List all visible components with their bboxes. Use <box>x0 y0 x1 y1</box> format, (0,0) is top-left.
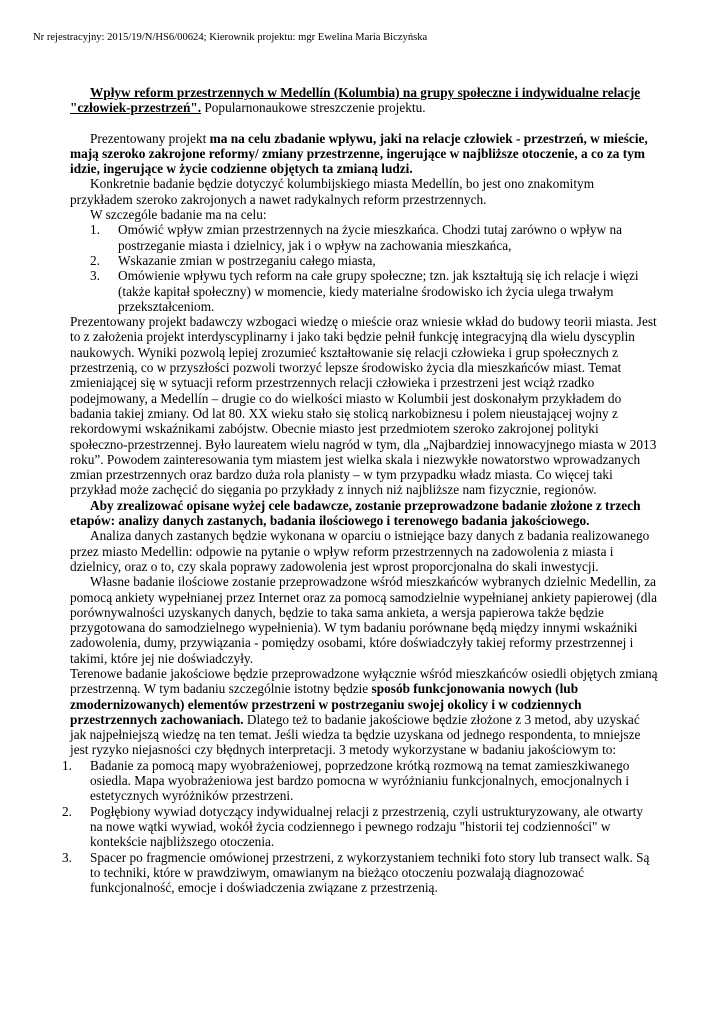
intro-bold: ma na celu zbadanie wpływu, jaki na relacje człowiek - przestrzeń, w mieście, mają szeroko zakrojone reformy/ zmiany przestrzenne, ingerujące w najbliższe otoczenie, a co za tym idzie, ingerujące w życie codzienne objętych ta zmianą ludzi. <box>70 130 648 177</box>
list-number: 3. <box>62 849 72 865</box>
qualitative-text: Terenowe badanie jakościowe będzie przeprowadzone wyłącznie wśród mieszkańców osiedli objętych zmianą przestrzenną. W tym badaniu szczególnie istotny będzie <box>70 665 658 697</box>
goals-list <box>90 222 658 314</box>
qualitative-text-end: Dlatego też to badanie jakościowe będzie złożone z 3 metod, aby uzyskać jak najpełniejszą wiedzę na ten temat. Jeśli wiedza ta będzie uzyskana od jednego respondenta, to mniejsze jest ryzyko niejasności czy błędnych interpretacji. 3 metody wykorzystane w badaniu jakościowym to: <box>70 711 641 758</box>
qualitative-paragraph <box>70 666 658 758</box>
list-text: Pogłębiony wywiad dotyczący indywidualnej relacji z przestrzenią, czyli ustrukturyzowany, ale otwarty na nowe wątki wywiad, wokół życia codziennego i pewnego rodzaju "historii tej codzienności" w kontekście najbliższego otoczenia. <box>90 803 643 850</box>
list-number: 3. <box>90 268 100 284</box>
intro-paragraph <box>70 131 658 177</box>
document-title <box>70 85 658 116</box>
stages-bold: Aby zrealizować opisane wyżej cele badawcze, zostanie przeprowadzone badanie złożone z trzech etapów: analizy danych zastanych, badania ilościowego i terenowego badania jakościowego. <box>70 497 641 529</box>
list-text: Omówienie wpływu tych reform na całe grupy społeczne; tzn. jak kształtują się ich relacje i więzi (także kapitał społeczny) w momencie, kiedy materialne środowisko ich życia ulega trwałym przekształceniom. <box>118 268 639 314</box>
methods-list <box>62 758 658 896</box>
list-item <box>90 253 658 268</box>
title-subtitle: Popularnonaukowe streszczenie projektu. <box>201 100 426 116</box>
city-paragraph: Konkretnie badanie będzie dotyczyć kolumbijskiego miasta Medellín, bo jest ono znakomitym przykładem szeroko zakrojonych a nawet radykalnych reform przestrzennych. <box>70 176 595 207</box>
registration-header: Nr rejestracyjny: 2015/19/N/HS6/00624; Kierownik projektu: mgr Ewelina Maria Biczyńska <box>33 32 428 43</box>
list-text: Spacer po fragmencie omówionej przestrzeni, z wykorzystaniem techniki foto story lub transect walk. Są to techniki, które w prawdziwym, omawianym na bieżąco otoczeniu pozwalają diagnozować funkcjonalność, emocje i doświadczenia związane z przestrzenią. <box>90 849 650 896</box>
title-bold: Wpływ reform przestrzennych w Medellín (Kolumbia) na grupy społeczne i indywidualne relacje "człowiek-przestrzeń". <box>70 85 641 116</box>
list-item <box>62 850 658 896</box>
list-text: Omówić wpływ zmian przestrzennych na życie mieszkańca. Chodzi tutaj zarówno o wpływ na postrzeganie miasta i dzielnicy, jak i o wpływ na zachowania mieszkańca, <box>118 222 623 253</box>
goals-heading: W szczególe badanie ma na celu: <box>90 207 267 223</box>
list-number: 1. <box>90 222 100 238</box>
quantitative-paragraph: Własne badanie ilościowe zostanie przeprowadzone wśród mieszkańców wybranych dzielnic Medellin, za pomocą ankiety wypełnianej przez Internet oraz za pomocą samodzielnie wypełnianej ankiety papierowej (dla porównywalności uzyskanych danych, będzie to taka sama ankieta, a wersja papierowa także będzie przygotowana do samodzielnego wypełnienia). W tym badaniu porównane będą między innymi wskaźniki zadowolenia, dumy, przywiązania - pomiędzy osobami, które doświadczyły takiej reformy przestrzennej i takimi, które jej nie doświadczyły. <box>70 574 658 666</box>
document-body <box>62 85 658 896</box>
list-text: Wskazanie zmian w postrzeganiu całego miasta, <box>118 252 376 268</box>
list-item <box>90 268 658 314</box>
list-text: Badanie za pomocą mapy wyobrażeniowej, poprzedzone krótką rozmową na temat zamieszkiwanego osiedla. Mapa wyobrażeniowa jest bardzo pomocna w wyróżnianiu funkcjonalnych, emocjonalnych i estetycznych wyróżników przestrzeni. <box>90 757 630 804</box>
stages-paragraph <box>70 498 658 529</box>
data-analysis-paragraph: Analiza danych zastanych będzie wykonana w oparciu o istniejące bazy danych z badania realizowanego przez miasto Medellin: odpowie na pytanie o wpływ reform przestrzennych na zadowolenia z miasta i dzielnicy, oraz o to, czy skala poprawy zadowolenia jest wprost proporcjonalna do skali inwestycji. <box>70 528 650 574</box>
list-item <box>62 758 658 804</box>
list-number: 2. <box>90 252 100 268</box>
list-item <box>90 222 658 253</box>
list-number: 2. <box>62 803 72 819</box>
qualitative-bold: sposób funkcjonowania nowych (lub zmodernizowanych) elementów przestrzeni w postrzeganiu swojej okolicy i w codziennych przestrzennych zachowaniach. <box>70 681 582 727</box>
list-number: 1. <box>62 757 72 773</box>
significance-paragraph: Prezentowany projekt badawczy wzbogaci wiedzę o mieście oraz wniesie wkład do budowy teorii miasta. Jest to z założenia projekt interdyscyplinarny i jako taki będzie pełnił funkcję integracyjną dla wielu dyscyplin naukowych. Wyniki pozwolą lepiej zrozumieć kształtowanie się relacji człowieka i grup społecznych z przestrzenią, co w przyszłości pozwoli tworzyć lepsze środowisko życia dla mieszkańców miast. Temat zmieniającej się w sytuacji reform przestrzennych relacji człowieka i przestrzeni jest wciąż rzadko podejmowany, a Medellín – drugie co do wielkości miasto w Kolumbii jest doskonałym przykładem do badania takiej zmiany. Od lat 80. XX wieku stało się stolicą narkobiznesu i polem nieustającej wojny z rekordowymi wskaźnikami zabójstw. Obecnie miasto jest przedmiotem szeroko zakrojonej polityki społeczno-przestrzennej. Było laureatem wielu nagród w tym, dla „Najbardziej innowacyjnego miasta w 2013 roku”. Powodem zainteresowania tym miastem jest wielka skala i niezwykłe nowatorstwo wprowadzanych zmian przestrzennych oraz bardzo duża rola planisty – w tym przypadku władz miasta. Co więcej taki przykład może zachęcić do sięgania po przykłady z innych niż najbliższe nam fizycznie, regionów. <box>70 314 657 498</box>
intro-text: Prezentowany projekt <box>90 130 210 146</box>
list-item <box>62 804 658 850</box>
